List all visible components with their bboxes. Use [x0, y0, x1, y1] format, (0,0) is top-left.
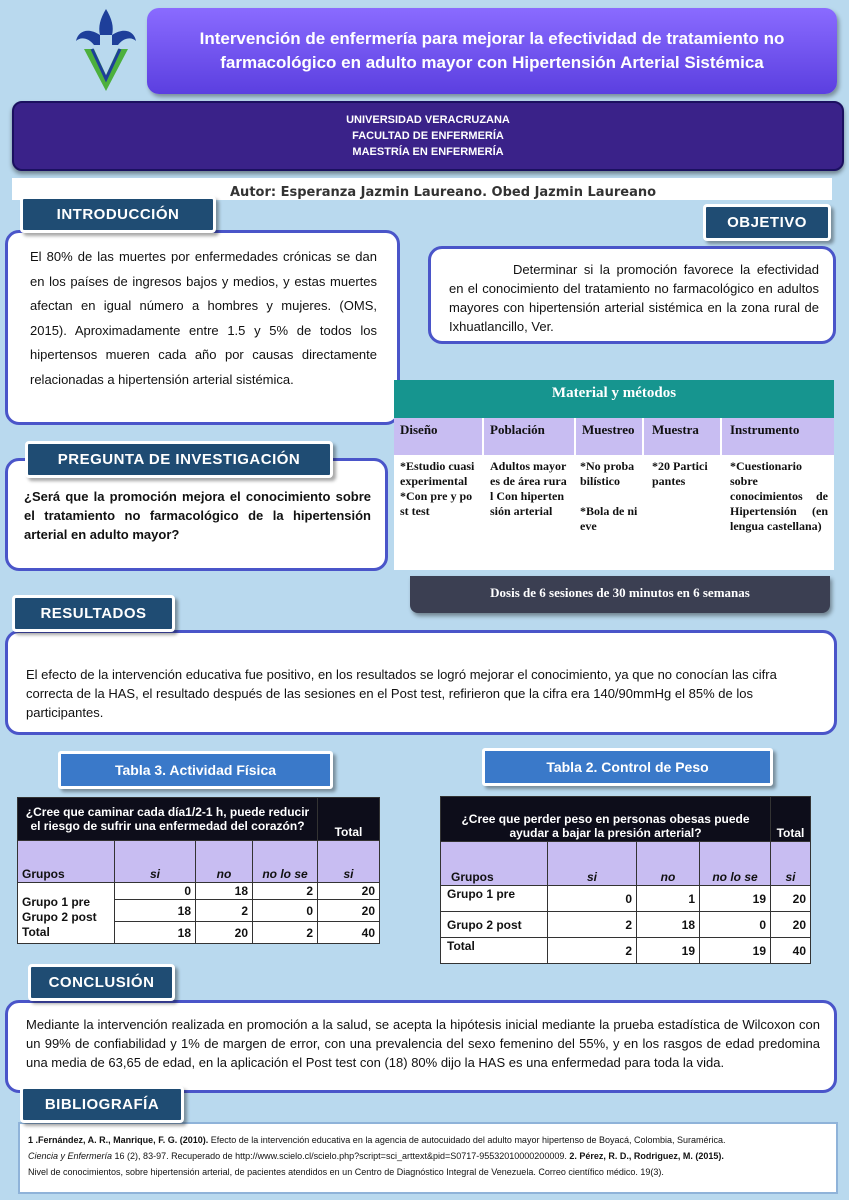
bibliography-panel — [18, 1122, 838, 1194]
table3-cell: 18 — [115, 922, 196, 944]
objective-text: Determinar si la promoción favorece la efectividad en el conocimiento del tratamiento no farmacológico en adultos mayores con hipertensión arterial sistémica en la zona rural de Ixhuatlancillo, Ver. — [449, 262, 819, 334]
table2-row-label: Grupo 1 pre — [441, 886, 548, 912]
dose-banner: Dosis de 6 sesiones de 30 minutos en 6 semanas — [410, 576, 830, 613]
ref1-journal: Ciencia y Enfermería — [28, 1151, 113, 1161]
bibliography-heading: BIBLIOGRAFÍA — [20, 1086, 184, 1123]
table3-row-label: Total — [22, 925, 50, 939]
table2-groups-label: Grupos — [441, 842, 548, 886]
table3-cell: 18 — [196, 883, 253, 900]
table3-row-labels — [18, 883, 115, 944]
table3-question: ¿Cree que caminar cada día1/2-1 h, puede reducir el riesgo de sufrir una enfermedad del corazón? — [18, 798, 318, 841]
table3-cell: 20 — [318, 900, 380, 922]
conclusion-heading: CONCLUSIÓN — [28, 964, 175, 1001]
methods-cell-design: *Estudio cuasi experimental *Con pre y post test — [400, 459, 475, 518]
table2-row-label: Grupo 2 post — [441, 912, 548, 938]
conclusion-panel — [5, 1000, 837, 1093]
table3-cell: 0 — [115, 883, 196, 900]
table3-row-label: Grupo 2 post — [22, 910, 97, 924]
table2-col-nolose: no lo se — [700, 842, 771, 886]
methods-col-instrument: Instrumento — [722, 418, 834, 455]
table2-cell: 20 — [771, 912, 811, 938]
conclusion-text: Mediante la intervención realizada en promoción a la salud, se acepta la hipótesis inicial mediante la prueba estadística de Wilcoxon con un 99% de confiabilidad y 1% de margen de error, con una prevalencia del sexo femenino del 55%, y en los rasgos de edad predomina una media de 63,65 de edad, en la aplicación el Post test con (18) 80% dijo la HAS es una enfermedad para toda la vida. — [26, 1017, 820, 1070]
table3-row-label: Grupo 1 pre — [22, 895, 91, 909]
table2 — [440, 796, 811, 964]
table2-col-si: si — [548, 842, 637, 886]
table3-col-si: si — [115, 841, 196, 883]
table3-cell: 2 — [253, 922, 318, 944]
methods-header-row — [394, 418, 834, 455]
institution-box — [12, 101, 844, 171]
methods-cell-sample: *20 Participantes — [652, 459, 708, 488]
poster-title: Intervención de enfermería para mejorar la efectividad de tratamiento no farmacológico en adulto mayor con Hipertensión Arterial Sistémica — [147, 8, 837, 94]
table3-col-nolose: no lo se — [253, 841, 318, 883]
table2-cell: 0 — [700, 912, 771, 938]
table3-cell: 20 — [318, 883, 380, 900]
table2-cell: 1 — [637, 886, 700, 912]
methods-col-sampling: Muestreo — [576, 418, 642, 455]
table2-cell: 0 — [548, 886, 637, 912]
bibliography-text — [28, 1132, 830, 1180]
table2-cell: 19 — [700, 886, 771, 912]
results-text: El efecto de la intervención educativa fue positivo, en los resultados se logró mejorar el conocimiento, ya que no conocían las cifra correcta de la HAS, el resultado después de las sesiones en el Post test, refirieron que la cifra era 140/90mmHg el 85% de los participantes. — [26, 667, 777, 720]
results-panel — [5, 630, 837, 735]
methods-col-design: Diseño — [394, 418, 482, 455]
table3-cell: 20 — [196, 922, 253, 944]
table3-cell: 2 — [253, 883, 318, 900]
institution-university: UNIVERSIDAD VERACRUZANA — [346, 114, 510, 126]
methods-heading: Material y métodos — [394, 380, 834, 418]
logo — [70, 5, 142, 95]
methods-col-population: Población — [484, 418, 574, 455]
table3-cell: 2 — [196, 900, 253, 922]
table3-cell: 18 — [115, 900, 196, 922]
introduction-text: El 80% de las muertes por enfermedades crónicas se dan en los países de ingresos bajos y medios, y estas muertes afectan en igual número a hombres y mujeres. (OMS, 2015). Aproximadamente entre 1.5 y 5% de todos los hipertensos mueren cada año por causas directamente relacionadas a hipertensión arterial sistémica. — [30, 249, 377, 387]
methods-cell-sampling: *No probabilístico *Bola de nieve — [580, 459, 638, 533]
table2-cell: 20 — [771, 886, 811, 912]
table3-groups-label: Grupos — [18, 841, 115, 883]
methods-block — [394, 380, 834, 570]
question-heading: PREGUNTA DE INVESTIGACIÓN — [25, 441, 333, 478]
methods-cell-population: Adultos mayores de área rural Con hipertensión arterial — [490, 459, 567, 518]
methods-col-sample: Muestra — [644, 418, 720, 455]
question-text: ¿Será que la promoción mejora el conocimiento sobre el tratamiento no farmacológico de la hipertensión arterial en adulto mayor? — [24, 489, 371, 542]
methods-cell-instrument: *Cuestionario sobre conocimientos de Hipertensión (en lengua castellana) — [730, 459, 828, 533]
table2-cell: 40 — [771, 938, 811, 964]
objective-heading: OBJETIVO — [703, 204, 831, 241]
objective-panel — [428, 246, 836, 344]
table2-col-no: no — [637, 842, 700, 886]
table3-col-total-si: si — [318, 841, 380, 883]
table2-total-label: Total — [771, 797, 811, 842]
institution-program: MAESTRÍA EN ENFERMERÍA — [352, 146, 504, 158]
institution-faculty: FACULTAD DE ENFERMERÍA — [352, 130, 504, 142]
table2-cell: 19 — [637, 938, 700, 964]
table2-cell: 18 — [637, 912, 700, 938]
ref1-rest: 16 (2), 83-97. Recuperado de http://www.scielo.cl/scielo.php?script=sci_arttext&pid=S0717-95532010000200009. — [112, 1151, 570, 1161]
table2-cell: 2 — [548, 912, 637, 938]
table2-question: ¿Cree que perder peso en personas obesas puede ayudar a bajar la presión arterial? — [441, 797, 771, 842]
ref1-authors: 1 .Fernández, A. R., Manrique, F. G. (2010). — [28, 1135, 209, 1145]
methods-body-row — [394, 459, 834, 534]
table2-cell: 2 — [548, 938, 637, 964]
table3-cell: 40 — [318, 922, 380, 944]
ref1-text: Efecto de la intervención educativa en la agencia de autocuidado del adulto mayor hipertenso de Boyacá, Colombia, Suramérica. — [208, 1135, 726, 1145]
introduction-panel — [5, 230, 400, 425]
ref2-authors: 2. Pérez, R. D., Rodriguez, M. (2015). — [569, 1151, 724, 1161]
introduction-heading: INTRODUCCIÓN — [20, 196, 216, 233]
table3-cell: 0 — [253, 900, 318, 922]
table3-title: Tabla 3. Actividad Física — [58, 751, 333, 789]
table3 — [17, 797, 380, 944]
table2-cell: 19 — [700, 938, 771, 964]
table3-col-no: no — [196, 841, 253, 883]
author-line: Autor: Esperanza Jazmin Laureano. Obed Jazmin Laureano — [12, 178, 832, 200]
table2-title: Tabla 2. Control de Peso — [482, 748, 773, 786]
table3-total-label: Total — [318, 798, 380, 841]
table2-col-total-si: si — [771, 842, 811, 886]
results-heading: RESULTADOS — [12, 595, 175, 632]
table2-row-label: Total — [441, 938, 548, 964]
ref2-text: Nivel de conocimientos, sobre hipertensión arterial, de pacientes atendidos en un Centro de Diagnóstico Integral de Venezuela. Correo científico médico. 19(3). — [28, 1167, 664, 1177]
